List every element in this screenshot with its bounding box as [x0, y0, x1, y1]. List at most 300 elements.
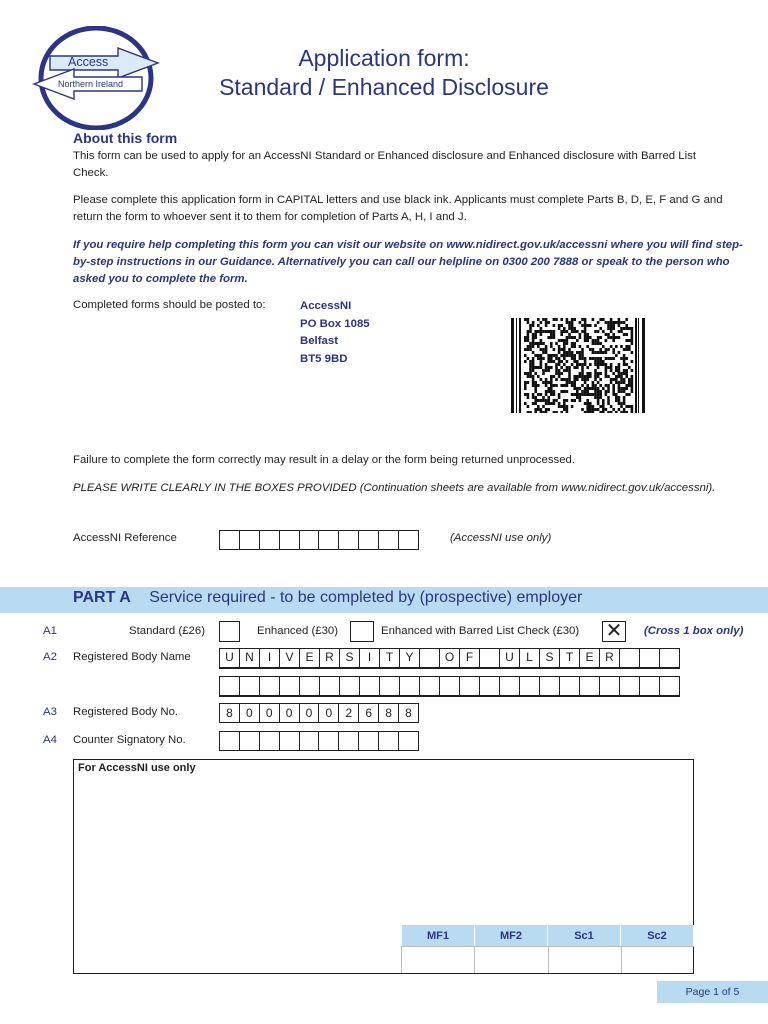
barcode-module — [542, 381, 545, 384]
barcode-module — [573, 384, 576, 387]
barcode-module — [550, 387, 553, 390]
barcode-module — [532, 402, 535, 405]
barcode-module — [602, 345, 605, 348]
name-char-box[interactable] — [259, 677, 279, 696]
barcode-module — [550, 333, 553, 336]
barcode-module — [542, 396, 545, 399]
barcode-module — [628, 327, 631, 330]
barcode-module — [599, 348, 602, 351]
barcode-module — [597, 330, 600, 333]
barcode-module — [563, 369, 566, 372]
barcode-module — [558, 372, 561, 375]
barcode-module — [534, 336, 537, 339]
barcode-module — [560, 354, 563, 357]
standard-label: Standard (£26) — [129, 625, 205, 637]
barcode-module — [571, 354, 574, 357]
barcode-module — [628, 348, 631, 351]
barcode-module — [576, 366, 579, 369]
barcode-module — [547, 387, 550, 390]
barcode-module — [545, 345, 548, 348]
name-char-box[interactable] — [479, 677, 499, 696]
barcode-module — [589, 408, 592, 411]
reference-note: (AccessNI use only) — [450, 532, 552, 544]
office-cell[interactable] — [401, 946, 474, 973]
office-cell[interactable] — [621, 946, 694, 973]
barcode-module — [573, 354, 576, 357]
name-char-box[interactable] — [439, 677, 459, 696]
reference-char-box[interactable] — [219, 530, 240, 550]
barcode-module — [586, 384, 589, 387]
barcode-module — [545, 321, 548, 324]
reference-char-box[interactable] — [239, 530, 260, 550]
barcode-module — [631, 375, 634, 378]
barcode-module — [615, 375, 618, 378]
name-char-box[interactable]: N — [239, 649, 259, 668]
barcode-module — [576, 390, 579, 393]
name-char-box[interactable] — [219, 677, 239, 696]
name-char-box[interactable]: U — [219, 649, 239, 668]
barcode-module — [545, 393, 548, 396]
barcode-module — [620, 372, 623, 375]
barcode-module — [579, 387, 582, 390]
barcode-module — [563, 342, 566, 345]
barcode-module — [568, 351, 571, 354]
barcode-module — [623, 399, 626, 402]
barcode-module — [599, 411, 602, 413]
barcode-module — [571, 381, 574, 384]
barcode-module — [623, 327, 626, 330]
barcode-module — [553, 384, 556, 387]
barcode-module — [625, 372, 628, 375]
office-cell[interactable] — [474, 946, 547, 973]
name-char-box[interactable]: T — [559, 649, 579, 668]
barcode-module — [524, 384, 527, 387]
barcode-module — [623, 402, 626, 405]
barcode-module — [529, 342, 532, 345]
name-char-box[interactable]: E — [579, 649, 599, 668]
barcode-module — [560, 333, 563, 336]
barcode-module — [584, 402, 587, 405]
barcode-module — [607, 375, 610, 378]
barcode-module — [540, 378, 543, 381]
body-no-digit-box[interactable]: 2 — [338, 703, 359, 723]
barcode-module — [579, 375, 582, 378]
barcode-module — [547, 354, 550, 357]
barcode-module — [542, 348, 545, 351]
signatory-digit-box[interactable] — [239, 731, 260, 751]
barcode-module — [540, 393, 543, 396]
barcode-module — [568, 348, 571, 351]
barcode-module — [594, 390, 597, 393]
barcode-module — [581, 324, 584, 327]
barcode-module — [529, 372, 532, 375]
body-no-digit-box[interactable]: 0 — [239, 703, 260, 723]
barcode-module — [581, 375, 584, 378]
barcode-module — [553, 324, 556, 327]
barcode-module — [592, 387, 595, 390]
barcode-module — [545, 366, 548, 369]
body-no-digit-box[interactable]: 8 — [219, 703, 240, 723]
barcode-module — [579, 321, 582, 324]
barcode-module — [573, 366, 576, 369]
barcode-module — [540, 333, 543, 336]
barcode — [511, 318, 649, 413]
a1-number: A1 — [43, 625, 57, 637]
barcode-module — [545, 351, 548, 354]
name-char-box[interactable]: F — [459, 649, 479, 668]
barcode-module — [631, 336, 634, 339]
barcode-module — [607, 366, 610, 369]
barcode-module — [615, 336, 618, 339]
barcode-module — [620, 330, 623, 333]
body-no-digit-box[interactable]: 0 — [318, 703, 339, 723]
barcode-module — [623, 360, 626, 363]
name-char-box[interactable]: R — [319, 649, 339, 668]
standard-checkbox[interactable] — [219, 621, 240, 642]
signatory-digit-box[interactable] — [398, 731, 419, 751]
barcode-module — [628, 378, 631, 381]
signatory-digit-box[interactable] — [378, 731, 399, 751]
barcode-module — [532, 345, 535, 348]
barcode-module — [605, 333, 608, 336]
barcode-module — [547, 390, 550, 393]
name-char-box[interactable]: O — [439, 649, 459, 668]
a3-number: A3 — [43, 706, 57, 718]
barcode-module — [542, 399, 545, 402]
barcode-module — [612, 327, 615, 330]
barcode-module — [537, 408, 540, 411]
barcode-module — [566, 336, 569, 339]
barcode-module — [631, 378, 634, 381]
name-char-box[interactable]: U — [499, 649, 519, 668]
barcode-module — [610, 369, 613, 372]
barcode-module — [610, 363, 613, 366]
barcode-module — [623, 357, 626, 360]
name-char-box[interactable] — [299, 677, 319, 696]
barcode-module — [534, 381, 537, 384]
barcode-module — [625, 318, 628, 321]
reference-char-box[interactable] — [318, 530, 339, 550]
barcode-module — [605, 390, 608, 393]
barcode-module — [586, 336, 589, 339]
barcode-module — [550, 381, 553, 384]
barcode-module — [599, 405, 602, 408]
barcode-module — [631, 333, 634, 336]
barcode-module — [537, 357, 540, 360]
name-char-box[interactable] — [379, 677, 399, 696]
barcode-module — [545, 384, 548, 387]
barcode-module — [534, 333, 537, 336]
barcode-module — [589, 405, 592, 408]
barcode-module — [605, 351, 608, 354]
barcode-module — [631, 339, 634, 342]
name-char-box[interactable] — [479, 649, 499, 668]
name-char-box[interactable]: I — [259, 649, 279, 668]
barcode-module — [607, 324, 610, 327]
barcode-module — [568, 366, 571, 369]
name-char-box[interactable] — [319, 677, 339, 696]
barcode-module — [571, 384, 574, 387]
name-char-box[interactable]: I — [359, 649, 379, 668]
registered-body-no-field[interactable] — [219, 703, 419, 723]
barcode-module — [576, 351, 579, 354]
barcode-module — [625, 375, 628, 378]
barcode-module — [571, 321, 574, 324]
body-no-digit-box[interactable]: 0 — [299, 703, 320, 723]
name-char-box[interactable] — [619, 649, 639, 668]
barcode-module — [573, 327, 576, 330]
body-no-digit-box[interactable]: 6 — [358, 703, 379, 723]
name-char-box[interactable] — [599, 677, 619, 696]
barcode-module — [532, 366, 535, 369]
barcode-module — [537, 384, 540, 387]
signatory-digit-box[interactable] — [219, 731, 240, 751]
barcode-module — [573, 381, 576, 384]
barcode-module — [542, 351, 545, 354]
reference-char-box[interactable] — [299, 530, 320, 550]
name-char-box[interactable] — [499, 677, 519, 696]
counter-signatory-field[interactable] — [219, 731, 419, 751]
barcode-module — [579, 345, 582, 348]
name-char-box[interactable] — [519, 677, 539, 696]
name-char-box[interactable] — [279, 677, 299, 696]
barcode-module — [607, 327, 610, 330]
barcode-module — [618, 381, 621, 384]
barcode-module — [625, 345, 628, 348]
reference-char-box[interactable] — [338, 530, 359, 550]
name-char-box[interactable]: L — [519, 649, 539, 668]
barcode-module — [597, 372, 600, 375]
barcode-module — [542, 330, 545, 333]
barcode-module — [607, 396, 610, 399]
name-char-box[interactable] — [399, 677, 419, 696]
registered-body-name-field-2[interactable] — [219, 676, 680, 697]
signatory-digit-box[interactable] — [259, 731, 280, 751]
barcode-module — [631, 351, 634, 354]
name-char-box[interactable] — [639, 649, 659, 668]
registered-body-no-label: Registered Body No. — [73, 706, 179, 718]
barcode-module — [581, 330, 584, 333]
name-char-box[interactable] — [239, 677, 259, 696]
barcode-module — [527, 318, 530, 321]
barcode-module — [553, 348, 556, 351]
barcode-module — [625, 357, 628, 360]
barcode-module — [618, 369, 621, 372]
barcode-module — [594, 384, 597, 387]
barcode-module — [553, 333, 556, 336]
name-char-box[interactable] — [459, 677, 479, 696]
name-char-box[interactable]: V — [279, 649, 299, 668]
body-no-digit-box[interactable]: 0 — [259, 703, 280, 723]
barcode-module — [558, 393, 561, 396]
barcode-module — [584, 363, 587, 366]
barcode-module — [573, 345, 576, 348]
barcode-module — [547, 381, 550, 384]
part-a-label: PART A — [73, 589, 131, 606]
barcode-module — [618, 363, 621, 366]
barcode-module — [628, 381, 631, 384]
barcode-module — [527, 321, 530, 324]
barcode-module — [631, 408, 634, 411]
barcode-module — [597, 357, 600, 360]
name-char-box[interactable] — [419, 649, 439, 668]
name-char-box[interactable] — [639, 677, 659, 696]
barcode-module — [615, 366, 618, 369]
barcode-module — [545, 402, 548, 405]
barcode-module — [612, 348, 615, 351]
barcode-module — [558, 348, 561, 351]
reference-char-box[interactable] — [378, 530, 399, 550]
barcode-module — [592, 405, 595, 408]
barcode-module — [597, 393, 600, 396]
barcode-module — [623, 348, 626, 351]
barcode-module — [602, 318, 605, 321]
barcode-module — [555, 378, 558, 381]
barcode-module — [560, 390, 563, 393]
accessni-logo — [30, 26, 162, 130]
barcode-module — [540, 411, 543, 413]
barcode-module — [560, 360, 563, 363]
office-use-grid — [401, 925, 694, 973]
barcode-module — [532, 357, 535, 360]
name-char-box[interactable] — [659, 649, 679, 668]
barcode-module — [568, 378, 571, 381]
barcode-module — [610, 357, 613, 360]
signatory-digit-box[interactable] — [279, 731, 300, 751]
barcode-module — [545, 378, 548, 381]
barcode-module — [594, 342, 597, 345]
barcode-module — [529, 348, 532, 351]
page-title — [160, 44, 608, 102]
barcode-module — [545, 330, 548, 333]
office-col-header: MF1 — [402, 925, 475, 946]
body-no-digit-box[interactable]: 0 — [279, 703, 300, 723]
barcode-graphic — [511, 318, 649, 413]
signatory-digit-box[interactable] — [358, 731, 379, 751]
barcode-module — [581, 384, 584, 387]
barcode-module — [568, 381, 571, 384]
barcode-module — [534, 399, 537, 402]
barcode-module — [610, 381, 613, 384]
barcode-module — [612, 378, 615, 381]
barcode-module — [571, 399, 574, 402]
reference-char-box[interactable] — [398, 530, 419, 550]
barcode-module — [537, 399, 540, 402]
barcode-module — [592, 381, 595, 384]
barcode-module — [594, 408, 597, 411]
barcode-module — [527, 372, 530, 375]
name-char-box[interactable] — [559, 677, 579, 696]
reference-char-box[interactable] — [358, 530, 379, 550]
barcode-module — [563, 354, 566, 357]
barcode-module — [589, 411, 592, 413]
barcode-module — [610, 366, 613, 369]
barcode-module — [628, 384, 631, 387]
barcode-module — [597, 396, 600, 399]
barcode-module — [563, 357, 566, 360]
postal-address — [300, 298, 370, 368]
barcode-module — [623, 408, 626, 411]
barcode-module — [610, 330, 613, 333]
barcode-module — [555, 342, 558, 345]
barcode-module — [573, 342, 576, 345]
name-char-box[interactable] — [539, 677, 559, 696]
barcode-module — [602, 411, 605, 413]
barcode-module — [594, 369, 597, 372]
name-char-box[interactable] — [619, 677, 639, 696]
barcode-module — [579, 372, 582, 375]
barcode-module — [571, 351, 574, 354]
enhanced-checkbox[interactable] — [350, 621, 374, 642]
office-cell[interactable] — [548, 946, 621, 973]
barcode-module — [537, 393, 540, 396]
name-char-box[interactable] — [419, 677, 439, 696]
barcode-module — [527, 381, 530, 384]
name-char-box[interactable] — [339, 677, 359, 696]
barcode-module — [542, 411, 545, 413]
barcode-module — [527, 411, 530, 413]
name-char-box[interactable]: E — [299, 649, 319, 668]
barcode-module — [537, 405, 540, 408]
reference-boxes[interactable] — [219, 530, 419, 550]
barcode-module — [532, 393, 535, 396]
part-a-title: Service required - to be completed by (prospective) employer — [149, 589, 583, 606]
barcode-module — [618, 390, 621, 393]
barcode-module — [631, 342, 634, 345]
body-no-digit-box[interactable]: 8 — [378, 703, 399, 723]
name-char-box[interactable] — [579, 677, 599, 696]
barcode-module — [618, 387, 621, 390]
name-char-box[interactable]: Y — [399, 649, 419, 668]
barcode-module — [553, 393, 556, 396]
signatory-digit-box[interactable] — [318, 731, 339, 751]
barcode-module — [550, 330, 553, 333]
barcode-module — [573, 387, 576, 390]
body-no-digit-box[interactable]: 8 — [398, 703, 419, 723]
name-char-box[interactable]: S — [539, 649, 559, 668]
barred-list-checkbox[interactable]: ✕ — [602, 621, 626, 642]
barcode-module — [540, 342, 543, 345]
signatory-digit-box[interactable] — [338, 731, 359, 751]
barcode-module — [623, 333, 626, 336]
barcode-module — [584, 324, 587, 327]
reference-char-box[interactable] — [279, 530, 300, 550]
barcode-module — [586, 408, 589, 411]
barcode-module — [550, 345, 553, 348]
barcode-module — [618, 408, 621, 411]
name-char-box[interactable]: S — [339, 649, 359, 668]
registered-body-name-field[interactable] — [219, 648, 680, 669]
barcode-module — [558, 402, 561, 405]
name-char-box[interactable]: T — [379, 649, 399, 668]
barcode-module — [618, 324, 621, 327]
barcode-module — [571, 363, 574, 366]
name-char-box[interactable]: R — [599, 649, 619, 668]
barcode-module — [586, 366, 589, 369]
name-char-box[interactable] — [359, 677, 379, 696]
barcode-module — [620, 375, 623, 378]
name-char-box[interactable] — [659, 677, 679, 696]
barcode-module — [584, 387, 587, 390]
reference-char-box[interactable] — [259, 530, 280, 550]
barcode-module — [615, 321, 618, 324]
barcode-module — [555, 357, 558, 360]
barcode-module — [597, 387, 600, 390]
barcode-module — [566, 351, 569, 354]
signatory-digit-box[interactable] — [299, 731, 320, 751]
barcode-module — [612, 324, 615, 327]
barcode-module — [589, 336, 592, 339]
